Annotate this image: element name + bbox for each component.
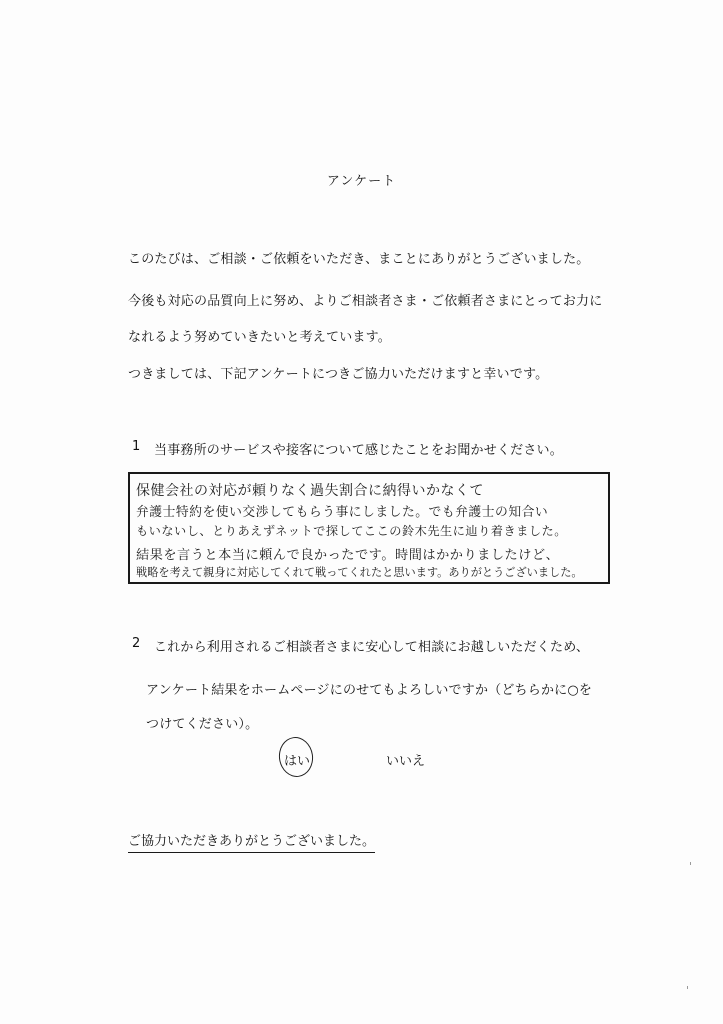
intro-line-2: 今後も対応の品質向上に努め、よりご相談者さま・ご依頼者さまにとってお力に [128, 294, 603, 309]
option-no[interactable]: いいえ [386, 754, 426, 769]
intro-line-3: なれるよう努めていきたいと考えています。 [128, 330, 391, 345]
answer-line: 保健会社の対応が頼りなく過失割合に納得いかなくて [136, 483, 484, 499]
question-1-number: 1 [132, 439, 141, 454]
question-1-text: 当事務所のサービスや接客について感じたことをお聞かせください。 [154, 443, 563, 458]
question-2-number: 2 [132, 636, 141, 651]
question-2-line-1: これから利用されるご相談者さまに安心して相談にお越しいただくため、 [154, 640, 590, 655]
page-title: アンケート [326, 174, 397, 189]
answer-line: 結果を言うと本当に頼んで良かったです。時間はかかりましたけど、 [136, 548, 560, 563]
option-yes[interactable]: はい [284, 754, 311, 769]
closing-message: ご協力いただきありがとうございました。 [128, 830, 375, 853]
answer-line: もいないし、とりあえずネットで探してここの鈴木先生に辿り着きました。 [136, 524, 567, 538]
question-2-line-2: アンケート結果をホームページにのせてもよろしいですか（どちらかに○を [146, 683, 593, 698]
answer-line: 弁護士特約を使い交渉してもらう事にしました。でも弁護士の知合い [136, 505, 549, 520]
question-2-line-3: つけてください）。 [146, 717, 259, 732]
question-1-answer-box [128, 472, 610, 584]
scan-speck [690, 862, 691, 865]
intro-line-1: このたびは、ご相談・ご依頼をいただき、まことにありがとうございました。 [128, 252, 590, 267]
answer-line: 戦略を考えて親身に対応してくれて戦ってくれたと思います。ありがとうございました。 [136, 566, 583, 579]
intro-line-4: つきましては、下記アンケートにつきご協力いただけますと幸いです。 [128, 367, 549, 382]
scan-speck [687, 986, 688, 989]
